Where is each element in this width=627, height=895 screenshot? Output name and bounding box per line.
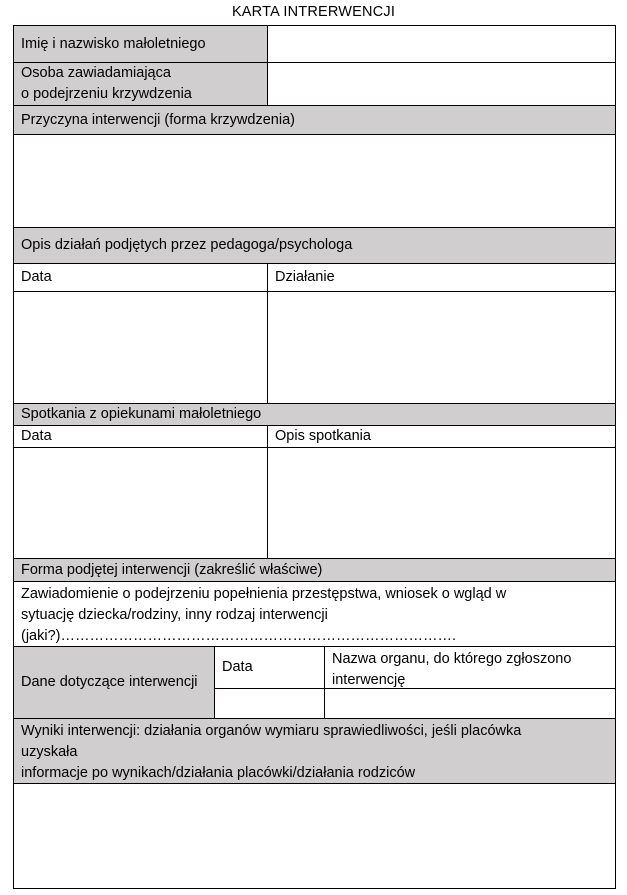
form-label: Forma podjętej interwencji (zakreślić właściwe) [13, 558, 616, 582]
results-label-line3: informacje po wynikach/działania placówki/działania rodziców [21, 765, 416, 781]
document-title: KARTA INTRERWENCJI [231, 4, 396, 20]
actions-date-field[interactable] [13, 291, 268, 404]
actions-action-header: Działanie [267, 263, 616, 292]
form-options-line2: sytuację dziecka/rodziny, inny rodzaj interwencji [21, 607, 328, 623]
reporter-label-line2: o podejrzeniu krzywdzenia [21, 86, 192, 102]
intervention-org-field[interactable] [324, 688, 616, 719]
meetings-label: Spotkania z opiekunami małoletniego [13, 403, 616, 426]
actions-date-header: Data [13, 263, 268, 292]
results-label-line1: Wyniki interwencji: działania organów wymiaru sprawiedliwości, jeśli placówka [21, 723, 522, 739]
form-options-line3: (jaki?)………………………………………………………………………. [21, 628, 457, 644]
intervention-date-header: Data [214, 646, 325, 689]
meetings-desc-header: Opis spotkania [267, 425, 616, 448]
minor-name-label: Imię i nazwisko małoletniego [13, 25, 268, 63]
cause-label: Przyczyna interwencji (forma krzywdzenia) [13, 105, 616, 135]
reporter-label [13, 62, 268, 106]
form-options[interactable] [13, 581, 616, 647]
intervention-org-header-line1: Nazwa organu, do którego zgłoszono [332, 651, 572, 667]
results-field[interactable] [13, 783, 616, 889]
form-options-line1: Zawiadomienie o podejrzeniu popełnienia przestępstwa, wniosek o wgląd w [21, 586, 507, 602]
meetings-date-field[interactable] [13, 447, 268, 559]
intervention-data-label: Dane dotyczące interwencji [13, 646, 215, 719]
cause-field[interactable] [13, 134, 616, 228]
intervention-org-header [324, 646, 616, 689]
minor-name-field[interactable] [267, 25, 616, 63]
actions-label: Opis działań podjętych przez pedagoga/psychologa [13, 227, 616, 264]
meetings-desc-field[interactable] [267, 447, 616, 559]
actions-action-field[interactable] [267, 291, 616, 404]
intervention-org-header-line2: interwencję [332, 672, 406, 688]
results-label [13, 718, 616, 784]
results-label-line2: uzyskała [21, 744, 78, 760]
meetings-date-header: Data [13, 425, 268, 448]
reporter-label-line1: Osoba zawiadamiająca [21, 65, 171, 81]
intervention-date-field[interactable] [214, 688, 325, 719]
reporter-field[interactable] [267, 62, 616, 106]
